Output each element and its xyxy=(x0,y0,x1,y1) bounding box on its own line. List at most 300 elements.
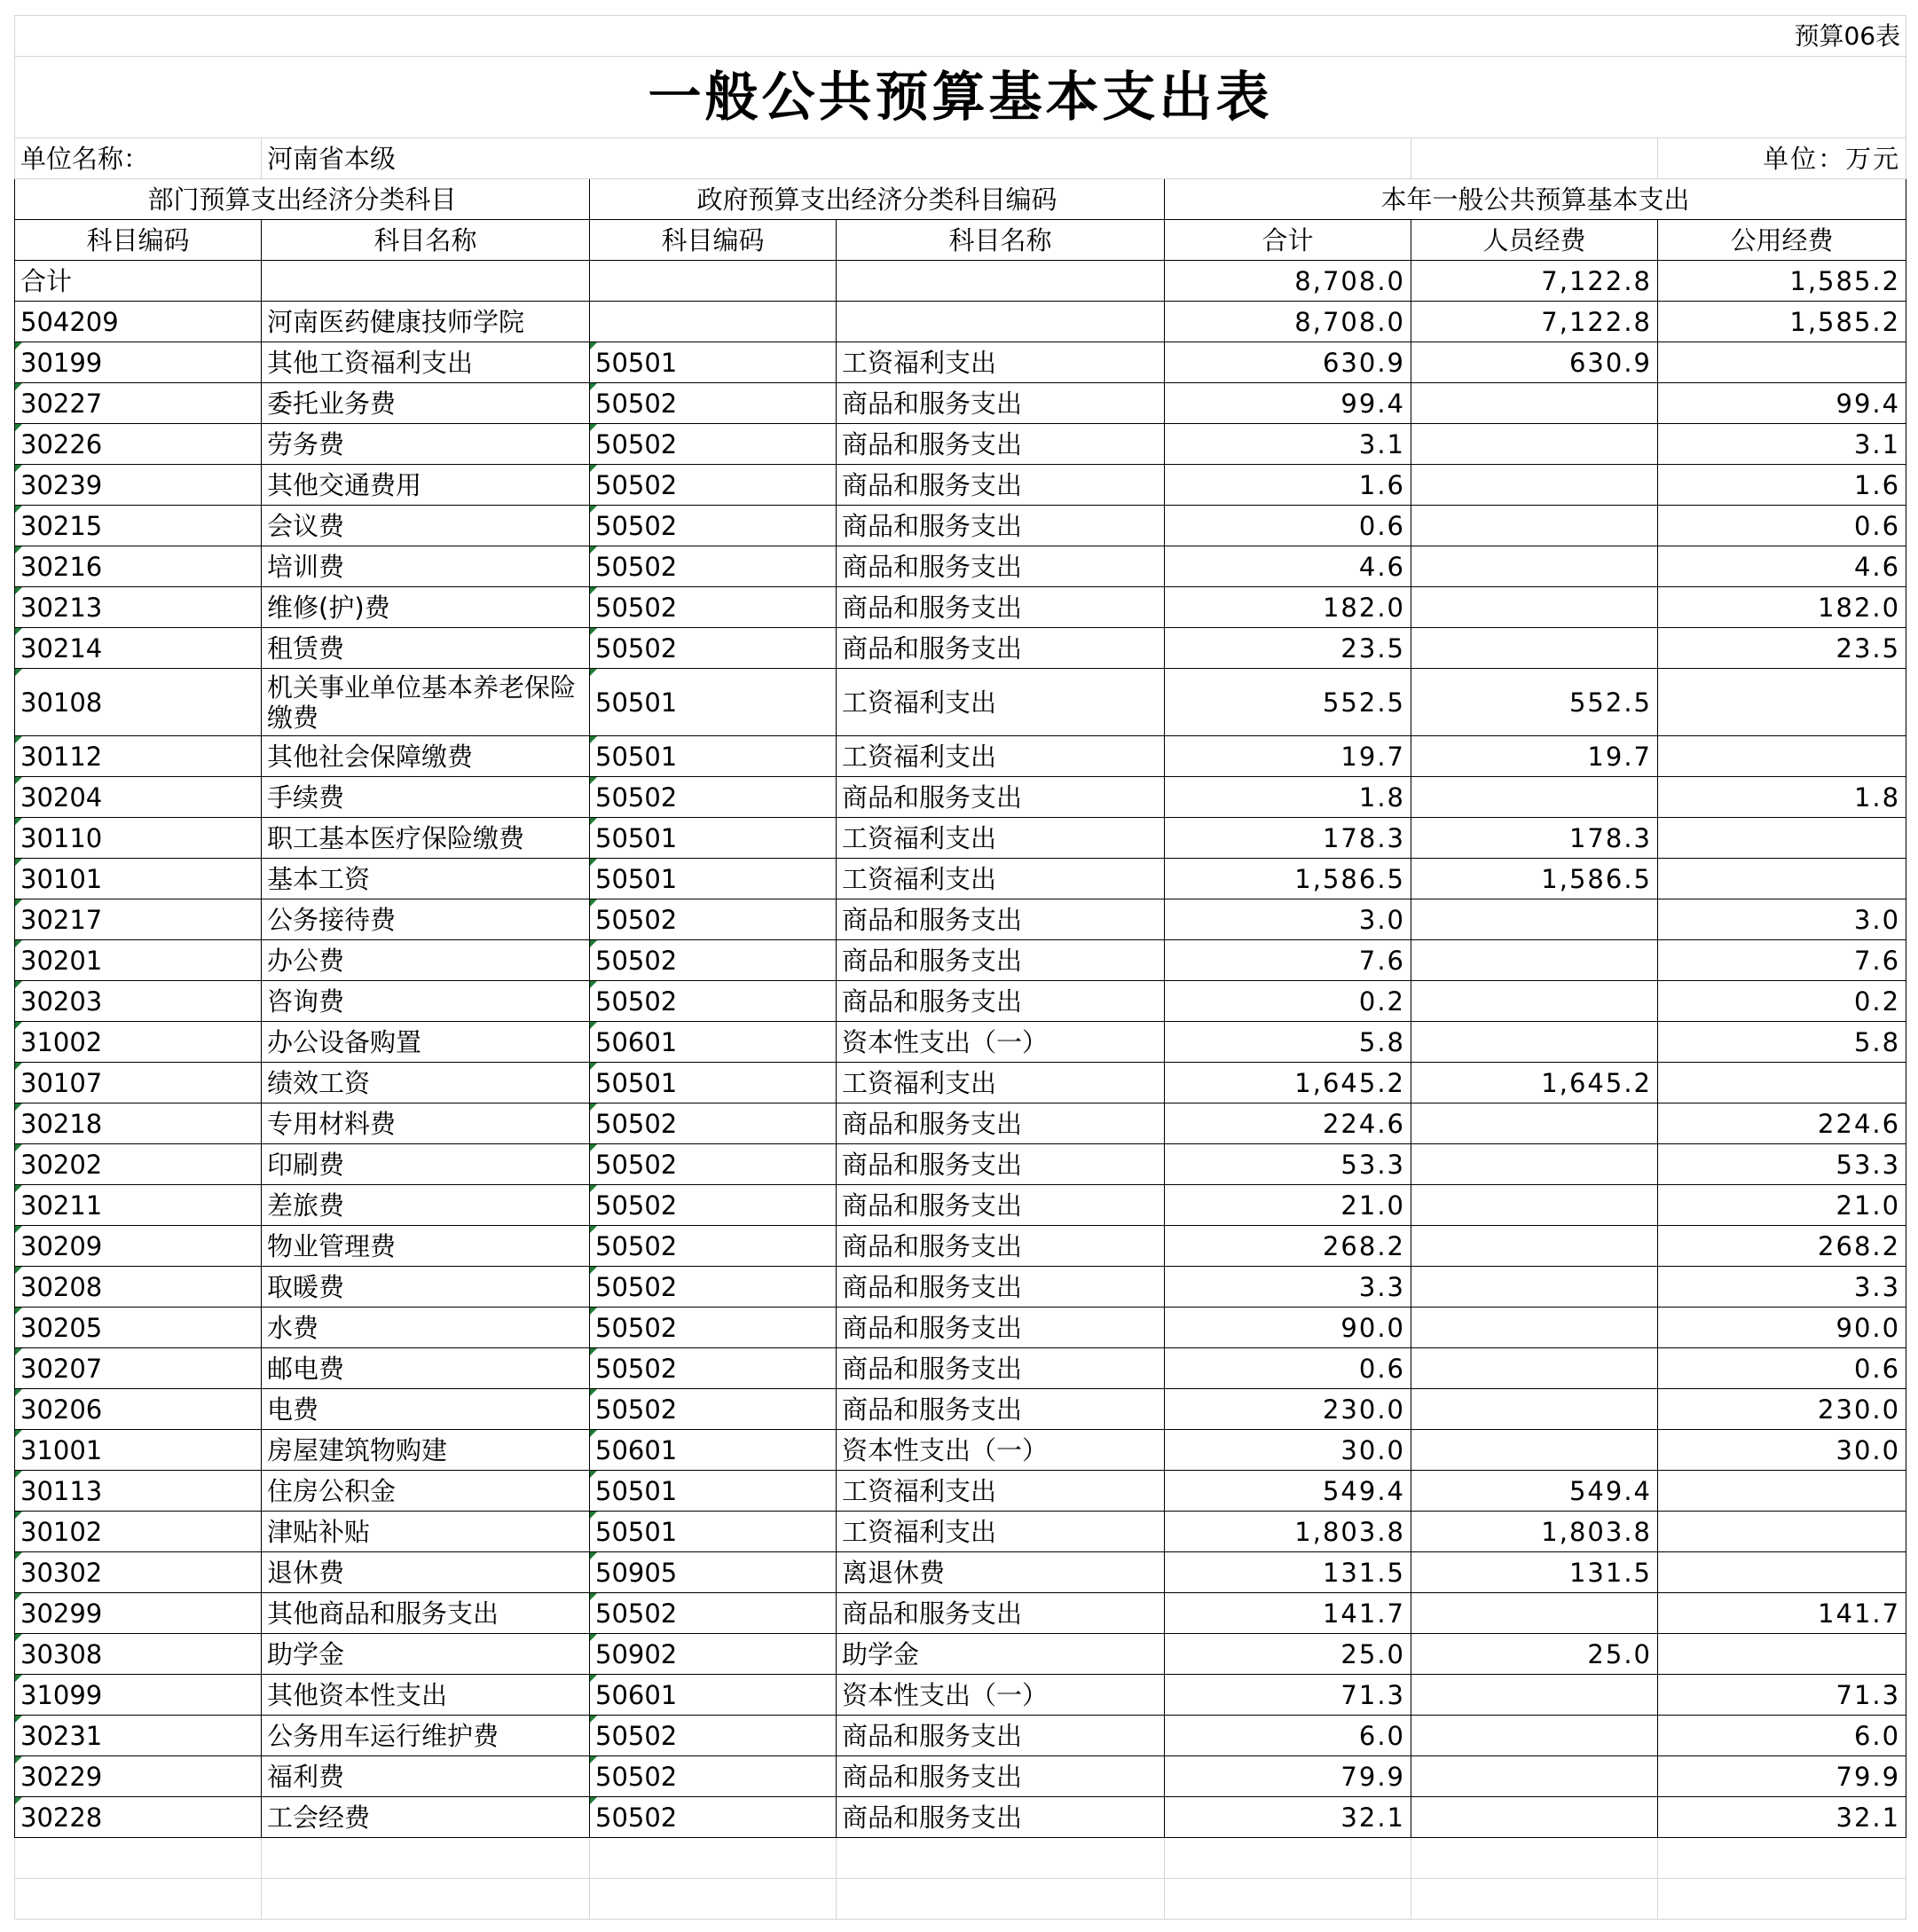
row-code: 30112 xyxy=(15,736,262,777)
row-public: 182.0 xyxy=(1658,587,1906,628)
row-total: 0.6 xyxy=(1165,506,1411,546)
row-gov-name: 商品和服务支出 xyxy=(837,1308,1165,1348)
row-public xyxy=(1658,1063,1906,1103)
row-public: 0.2 xyxy=(1658,981,1906,1022)
row-total: 19.7 xyxy=(1165,736,1411,777)
row-personnel xyxy=(1411,1797,1658,1838)
row-name: 公务用车运行维护费 xyxy=(262,1716,590,1756)
row-personnel: 19.7 xyxy=(1411,736,1658,777)
row-name: 培训费 xyxy=(262,546,590,587)
row-gov-code: 50502 xyxy=(590,899,837,940)
row-public: 0.6 xyxy=(1658,506,1906,546)
row-total: 32.1 xyxy=(1165,1797,1411,1838)
budget-table xyxy=(14,15,1906,1920)
row-gov-code: 50502 xyxy=(590,1308,837,1348)
row-gov-name: 商品和服务支出 xyxy=(837,506,1165,546)
row-public: 1.6 xyxy=(1658,465,1906,506)
row-total: 552.5 xyxy=(1165,669,1411,736)
table-row xyxy=(15,628,1906,669)
total-code: 合计 xyxy=(15,261,262,302)
row-gov-code: 50501 xyxy=(590,342,837,383)
table-row xyxy=(15,1593,1906,1634)
row-personnel xyxy=(1411,1716,1658,1756)
row-name: 机关事业单位基本养老保险缴费 xyxy=(262,669,590,736)
page-title: 一般公共预算基本支出表 xyxy=(15,57,1906,138)
row-gov-code: 50905 xyxy=(590,1552,837,1593)
row-code: 30108 xyxy=(15,669,262,736)
row-gov-name: 商品和服务支出 xyxy=(837,1593,1165,1634)
row-code: 30205 xyxy=(15,1308,262,1348)
row-public: 1.8 xyxy=(1658,777,1906,818)
row-code: 30299 xyxy=(15,1593,262,1634)
empty-cell xyxy=(15,1838,262,1879)
row-total: 182.0 xyxy=(1165,587,1411,628)
row-personnel xyxy=(1411,1389,1658,1430)
empty-cell xyxy=(262,1838,590,1879)
row-personnel xyxy=(1411,628,1658,669)
row-code: 30201 xyxy=(15,940,262,981)
empty-cell xyxy=(590,1879,837,1920)
row-name: 其他社会保障缴费 xyxy=(262,736,590,777)
row-name: 委托业务费 xyxy=(262,383,590,424)
row-total: 3.0 xyxy=(1165,899,1411,940)
row-code: 30202 xyxy=(15,1144,262,1185)
row-gov-name: 商品和服务支出 xyxy=(837,587,1165,628)
table-row xyxy=(15,1103,1906,1144)
row-total: 53.3 xyxy=(1165,1144,1411,1185)
row-gov-name: 商品和服务支出 xyxy=(837,1716,1165,1756)
row-code: 30215 xyxy=(15,506,262,546)
row-public xyxy=(1658,818,1906,859)
table-row xyxy=(15,981,1906,1022)
row-gov-name: 助学金 xyxy=(837,1634,1165,1675)
row-personnel: 131.5 xyxy=(1411,1552,1658,1593)
row-total: 549.4 xyxy=(1165,1471,1411,1512)
row-total: 3.1 xyxy=(1165,424,1411,465)
row-gov-name: 商品和服务支出 xyxy=(837,1348,1165,1389)
row-code: 30113 xyxy=(15,1471,262,1512)
table-row xyxy=(15,669,1906,736)
row-name: 办公费 xyxy=(262,940,590,981)
row-gov-code: 50502 xyxy=(590,1185,837,1226)
row-gov-code: 50502 xyxy=(590,383,837,424)
row-gov-code: 50502 xyxy=(590,1226,837,1267)
row-public: 90.0 xyxy=(1658,1308,1906,1348)
row-gov-name: 商品和服务支出 xyxy=(837,546,1165,587)
row-name: 工会经费 xyxy=(262,1797,590,1838)
row-gov-name: 商品和服务支出 xyxy=(837,1103,1165,1144)
row-code: 30209 xyxy=(15,1226,262,1267)
empty-row xyxy=(15,1879,1906,1920)
header-personnel: 人员经费 xyxy=(1411,220,1658,261)
row-personnel xyxy=(1411,1022,1658,1063)
data-rows xyxy=(15,302,1906,1838)
total-gov-code xyxy=(590,261,837,302)
row-gov-name: 商品和服务支出 xyxy=(837,1226,1165,1267)
row-gov-name: 工资福利支出 xyxy=(837,342,1165,383)
row-total: 131.5 xyxy=(1165,1552,1411,1593)
row-gov-name: 商品和服务支出 xyxy=(837,1389,1165,1430)
row-total: 178.3 xyxy=(1165,818,1411,859)
row-total: 1.8 xyxy=(1165,777,1411,818)
header-name: 科目名称 xyxy=(262,220,590,261)
row-code: 30199 xyxy=(15,342,262,383)
row-gov-code: 50502 xyxy=(590,940,837,981)
row-total: 21.0 xyxy=(1165,1185,1411,1226)
row-gov-name: 商品和服务支出 xyxy=(837,1797,1165,1838)
row-total: 0.6 xyxy=(1165,1348,1411,1389)
unit-spacer xyxy=(1411,138,1658,179)
row-public xyxy=(1658,1552,1906,1593)
row-code: 30211 xyxy=(15,1185,262,1226)
row-public: 53.3 xyxy=(1658,1144,1906,1185)
row-gov-name: 工资福利支出 xyxy=(837,1471,1165,1512)
row-code: 30216 xyxy=(15,546,262,587)
row-total: 141.7 xyxy=(1165,1593,1411,1634)
unit-row xyxy=(15,138,1906,179)
table-row xyxy=(15,777,1906,818)
table-row xyxy=(15,1471,1906,1512)
row-total: 99.4 xyxy=(1165,383,1411,424)
header-group-current-year: 本年一般公共预算基本支出 xyxy=(1165,179,1906,220)
row-personnel: 630.9 xyxy=(1411,342,1658,383)
row-gov-code: 50502 xyxy=(590,1103,837,1144)
table-row xyxy=(15,1185,1906,1226)
empty-cell xyxy=(837,1879,1165,1920)
row-code: 30214 xyxy=(15,628,262,669)
row-name: 租赁费 xyxy=(262,628,590,669)
row-code: 30213 xyxy=(15,587,262,628)
table-row xyxy=(15,736,1906,777)
empty-cell xyxy=(1411,1879,1658,1920)
row-gov-name: 商品和服务支出 xyxy=(837,1756,1165,1797)
table-row xyxy=(15,1756,1906,1797)
row-total: 630.9 xyxy=(1165,342,1411,383)
table-row xyxy=(15,1144,1906,1185)
row-public: 230.0 xyxy=(1658,1389,1906,1430)
row-personnel: 7,122.8 xyxy=(1411,302,1658,342)
row-gov-name: 商品和服务支出 xyxy=(837,424,1165,465)
row-personnel: 1,586.5 xyxy=(1411,859,1658,899)
row-public xyxy=(1658,1634,1906,1675)
row-public xyxy=(1658,736,1906,777)
row-public xyxy=(1658,1471,1906,1512)
header-group-gov: 政府预算支出经济分类科目编码 xyxy=(590,179,1165,220)
row-personnel xyxy=(1411,1144,1658,1185)
row-name: 职工基本医疗保险缴费 xyxy=(262,818,590,859)
row-code: 31001 xyxy=(15,1430,262,1471)
row-name: 河南医药健康技师学院 xyxy=(262,302,590,342)
row-public: 224.6 xyxy=(1658,1103,1906,1144)
row-gov-code: 50502 xyxy=(590,546,837,587)
row-gov-name: 工资福利支出 xyxy=(837,1512,1165,1552)
row-gov-name: 商品和服务支出 xyxy=(837,1144,1165,1185)
row-public: 23.5 xyxy=(1658,628,1906,669)
row-total: 224.6 xyxy=(1165,1103,1411,1144)
row-personnel: 1,803.8 xyxy=(1411,1512,1658,1552)
table-row xyxy=(15,302,1906,342)
row-total: 4.6 xyxy=(1165,546,1411,587)
row-personnel xyxy=(1411,981,1658,1022)
row-gov-code: 50502 xyxy=(590,1756,837,1797)
row-gov-code: 50502 xyxy=(590,1389,837,1430)
row-personnel xyxy=(1411,465,1658,506)
row-personnel xyxy=(1411,1675,1658,1716)
row-total: 79.9 xyxy=(1165,1756,1411,1797)
row-code: 30101 xyxy=(15,859,262,899)
table-row xyxy=(15,506,1906,546)
row-gov-code: 50601 xyxy=(590,1675,837,1716)
row-personnel xyxy=(1411,546,1658,587)
row-public: 5.8 xyxy=(1658,1022,1906,1063)
row-gov-code: 50501 xyxy=(590,1512,837,1552)
row-personnel xyxy=(1411,1267,1658,1308)
table-row xyxy=(15,1226,1906,1267)
title-row xyxy=(15,57,1906,138)
row-total: 8,708.0 xyxy=(1165,302,1411,342)
row-name: 房屋建筑物购建 xyxy=(262,1430,590,1471)
table-row xyxy=(15,859,1906,899)
row-personnel xyxy=(1411,940,1658,981)
row-gov-code: 50501 xyxy=(590,736,837,777)
row-name: 取暖费 xyxy=(262,1267,590,1308)
row-gov-code: 50502 xyxy=(590,1144,837,1185)
row-public: 7.6 xyxy=(1658,940,1906,981)
row-public xyxy=(1658,669,1906,736)
table-row xyxy=(15,1552,1906,1593)
row-gov-name: 商品和服务支出 xyxy=(837,777,1165,818)
header-public: 公用经费 xyxy=(1658,220,1906,261)
row-total: 268.2 xyxy=(1165,1226,1411,1267)
table-row xyxy=(15,1267,1906,1308)
row-gov-name: 商品和服务支出 xyxy=(837,628,1165,669)
row-code: 30102 xyxy=(15,1512,262,1552)
header-group-row xyxy=(15,179,1906,220)
row-name: 津贴补贴 xyxy=(262,1512,590,1552)
row-gov-name: 工资福利支出 xyxy=(837,818,1165,859)
row-name: 退休费 xyxy=(262,1552,590,1593)
row-public: 0.6 xyxy=(1658,1348,1906,1389)
row-name: 办公设备购置 xyxy=(262,1022,590,1063)
row-personnel: 549.4 xyxy=(1411,1471,1658,1512)
table-row xyxy=(15,1634,1906,1675)
row-name: 其他交通费用 xyxy=(262,465,590,506)
row-name: 专用材料费 xyxy=(262,1103,590,1144)
row-personnel xyxy=(1411,1185,1658,1226)
row-public: 32.1 xyxy=(1658,1797,1906,1838)
row-name: 差旅费 xyxy=(262,1185,590,1226)
row-gov-code: 50501 xyxy=(590,818,837,859)
row-gov-code: 50502 xyxy=(590,628,837,669)
row-public: 141.7 xyxy=(1658,1593,1906,1634)
row-public: 6.0 xyxy=(1658,1716,1906,1756)
empty-cell xyxy=(590,1838,837,1879)
row-gov-code xyxy=(590,302,837,342)
row-public: 3.3 xyxy=(1658,1267,1906,1308)
row-personnel xyxy=(1411,1756,1658,1797)
table-row xyxy=(15,818,1906,859)
empty-cell xyxy=(1165,1838,1411,1879)
row-total: 1.6 xyxy=(1165,465,1411,506)
row-gov-code: 50502 xyxy=(590,1348,837,1389)
row-total: 6.0 xyxy=(1165,1716,1411,1756)
empty-cell xyxy=(837,1838,1165,1879)
row-public: 4.6 xyxy=(1658,546,1906,587)
table-row xyxy=(15,1430,1906,1471)
row-gov-name: 商品和服务支出 xyxy=(837,465,1165,506)
unit-name-label: 单位名称： xyxy=(15,138,262,179)
row-code: 504209 xyxy=(15,302,262,342)
row-name: 其他资本性支出 xyxy=(262,1675,590,1716)
row-gov-code: 50502 xyxy=(590,1716,837,1756)
row-public: 30.0 xyxy=(1658,1430,1906,1471)
row-gov-code: 50502 xyxy=(590,981,837,1022)
row-gov-code: 50502 xyxy=(590,465,837,506)
table-row xyxy=(15,1022,1906,1063)
row-gov-code: 50502 xyxy=(590,587,837,628)
unit-name-value: 河南省本级 xyxy=(262,138,1411,179)
row-name: 公务接待费 xyxy=(262,899,590,940)
row-gov-code: 50502 xyxy=(590,1593,837,1634)
row-gov-code: 50502 xyxy=(590,506,837,546)
header-gov-name: 科目名称 xyxy=(837,220,1165,261)
row-name: 其他工资福利支出 xyxy=(262,342,590,383)
row-total: 71.3 xyxy=(1165,1675,1411,1716)
row-name: 维修(护)费 xyxy=(262,587,590,628)
row-public: 3.0 xyxy=(1658,899,1906,940)
row-personnel xyxy=(1411,1226,1658,1267)
row-gov-name: 工资福利支出 xyxy=(837,669,1165,736)
row-total: 230.0 xyxy=(1165,1389,1411,1430)
row-personnel xyxy=(1411,506,1658,546)
row-name: 助学金 xyxy=(262,1634,590,1675)
empty-cell xyxy=(262,1879,590,1920)
row-code: 30207 xyxy=(15,1348,262,1389)
empty-cell xyxy=(1658,1879,1906,1920)
row-personnel: 1,645.2 xyxy=(1411,1063,1658,1103)
row-public: 268.2 xyxy=(1658,1226,1906,1267)
row-gov-name: 商品和服务支出 xyxy=(837,899,1165,940)
row-total: 0.2 xyxy=(1165,981,1411,1022)
row-public xyxy=(1658,859,1906,899)
row-code: 30107 xyxy=(15,1063,262,1103)
empty-cell xyxy=(1658,1838,1906,1879)
row-public: 71.3 xyxy=(1658,1675,1906,1716)
row-total: 5.8 xyxy=(1165,1022,1411,1063)
row-code: 30206 xyxy=(15,1389,262,1430)
row-code: 30218 xyxy=(15,1103,262,1144)
total-public: 1,585.2 xyxy=(1658,261,1906,302)
row-code: 30226 xyxy=(15,424,262,465)
row-name: 其他商品和服务支出 xyxy=(262,1593,590,1634)
header-column-row xyxy=(15,220,1906,261)
row-gov-name: 离退休费 xyxy=(837,1552,1165,1593)
row-name: 会议费 xyxy=(262,506,590,546)
row-personnel: 178.3 xyxy=(1411,818,1658,859)
row-code: 30227 xyxy=(15,383,262,424)
row-name: 手续费 xyxy=(262,777,590,818)
header-gov-code: 科目编码 xyxy=(590,220,837,261)
table-row xyxy=(15,1797,1906,1838)
row-name: 电费 xyxy=(262,1389,590,1430)
table-row xyxy=(15,546,1906,587)
row-personnel: 552.5 xyxy=(1411,669,1658,736)
row-code: 30231 xyxy=(15,1716,262,1756)
row-code: 30208 xyxy=(15,1267,262,1308)
row-code: 30228 xyxy=(15,1797,262,1838)
row-total: 1,586.5 xyxy=(1165,859,1411,899)
row-code: 30204 xyxy=(15,777,262,818)
row-public: 79.9 xyxy=(1658,1756,1906,1797)
row-code: 31002 xyxy=(15,1022,262,1063)
row-name: 邮电费 xyxy=(262,1348,590,1389)
row-personnel xyxy=(1411,777,1658,818)
table-row xyxy=(15,940,1906,981)
table-row xyxy=(15,383,1906,424)
table-row xyxy=(15,1716,1906,1756)
row-name: 水费 xyxy=(262,1308,590,1348)
row-gov-code: 50601 xyxy=(590,1430,837,1471)
row-gov-code: 50502 xyxy=(590,777,837,818)
row-personnel xyxy=(1411,1348,1658,1389)
row-gov-code: 50902 xyxy=(590,1634,837,1675)
table-row xyxy=(15,1389,1906,1430)
row-gov-code: 50501 xyxy=(590,859,837,899)
row-code: 30229 xyxy=(15,1756,262,1797)
table-row xyxy=(15,465,1906,506)
table-row xyxy=(15,424,1906,465)
row-gov-name: 商品和服务支出 xyxy=(837,383,1165,424)
row-gov-name: 资本性支出（一） xyxy=(837,1675,1165,1716)
row-name: 福利费 xyxy=(262,1756,590,1797)
row-name: 劳务费 xyxy=(262,424,590,465)
row-name: 住房公积金 xyxy=(262,1471,590,1512)
empty-cell xyxy=(15,1879,262,1920)
row-personnel xyxy=(1411,1430,1658,1471)
spreadsheet xyxy=(14,15,1906,1920)
row-personnel xyxy=(1411,899,1658,940)
row-personnel xyxy=(1411,1593,1658,1634)
row-name: 咨询费 xyxy=(262,981,590,1022)
row-gov-name: 商品和服务支出 xyxy=(837,1185,1165,1226)
row-personnel xyxy=(1411,1103,1658,1144)
row-gov-code: 50501 xyxy=(590,669,837,736)
row-public: 99.4 xyxy=(1658,383,1906,424)
header-group-dept: 部门预算支出经济分类科目 xyxy=(15,179,590,220)
row-code: 31099 xyxy=(15,1675,262,1716)
row-name: 基本工资 xyxy=(262,859,590,899)
row-personnel xyxy=(1411,424,1658,465)
row-code: 30302 xyxy=(15,1552,262,1593)
row-public xyxy=(1658,342,1906,383)
total-personnel: 7,122.8 xyxy=(1411,261,1658,302)
row-gov-name: 工资福利支出 xyxy=(837,736,1165,777)
empty-cell xyxy=(1411,1838,1658,1879)
row-gov-code: 50601 xyxy=(590,1022,837,1063)
row-public xyxy=(1658,1512,1906,1552)
row-total: 1,645.2 xyxy=(1165,1063,1411,1103)
row-gov-name: 工资福利支出 xyxy=(837,859,1165,899)
form-tag-row xyxy=(15,16,1906,57)
table-row xyxy=(15,587,1906,628)
empty-row xyxy=(15,1838,1906,1879)
row-total: 7.6 xyxy=(1165,940,1411,981)
row-total: 3.3 xyxy=(1165,1267,1411,1308)
row-gov-name: 资本性支出（一） xyxy=(837,1022,1165,1063)
table-row xyxy=(15,1675,1906,1716)
row-gov-code: 50502 xyxy=(590,1267,837,1308)
row-gov-name: 资本性支出（一） xyxy=(837,1430,1165,1471)
